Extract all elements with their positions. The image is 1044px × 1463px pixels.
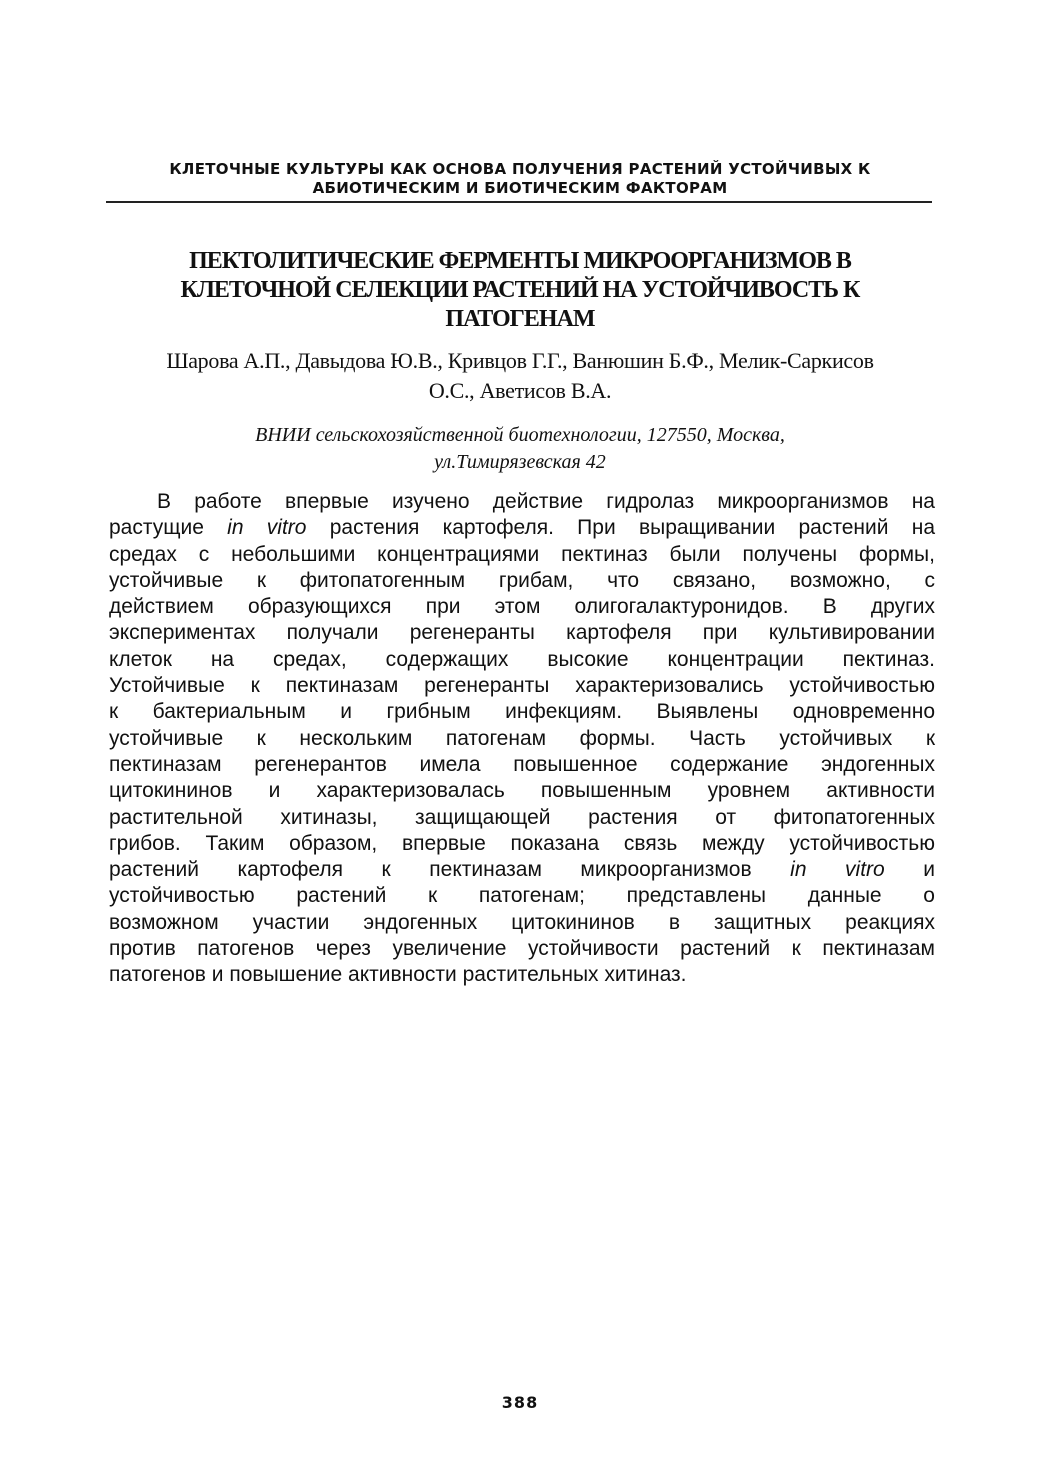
abstract-line: устойчивостью растений к патогенам; представлены данные о (109, 884, 935, 908)
header-rule (106, 201, 932, 203)
article-title (110, 247, 930, 334)
abstract (109, 489, 935, 989)
abstract-line: В работе впервые изучено действие гидролаз микроорганизмов на (157, 490, 935, 513)
abstract-line: устойчивые к нескольким патогенам формы. Часть устойчивых к (109, 726, 935, 750)
affiliation (100, 422, 940, 476)
abstract-line: патогенов и повышение активности растительных хитиназ. (109, 963, 687, 987)
abstract-line: растений картофеля к пектиназам микроорганизмов in vitro и (109, 858, 935, 882)
running-head-line-1: КЛЕТОЧНЫЕ КУЛЬТУРЫ КАК ОСНОВА ПОЛУЧЕНИЯ РАСТЕНИЙ УСТОЙЧИВЫХ К (169, 160, 871, 178)
abstract-line: устойчивые к фитопатогенным грибам, что связано, возможно, с (109, 568, 935, 592)
abstract-line: пектиназам регенерантов имела повышенное содержание эндогенных (109, 752, 935, 776)
title-line-2: КЛЕТОЧНОЙ СЕЛЕКЦИИ РАСТЕНИЙ НА УСТОЙЧИВОСТЬ К (180, 277, 860, 303)
abstract-line: против патогенов через увеличение устойчивости растений к пектиназам (109, 937, 935, 961)
title-line-3: ПАТОГЕНАМ (445, 306, 595, 332)
running-head (100, 160, 940, 198)
abstract-line: Устойчивые к пектиназам регенеранты характеризовались устойчивостью (109, 674, 935, 698)
abstract-line: растущие in vitro растения картофеля. При выращивании растений на (109, 516, 935, 540)
authors-line-2: О.С., Аветисов В.А. (428, 378, 612, 403)
abstract-line: средах с небольшими концентрациями пектиназ были получены формы, (109, 542, 935, 566)
abstract-line: цитокининов и характеризовалась повышенным уровнем активности (109, 779, 935, 803)
title-line-1: ПЕКТОЛИТИЧЕСКИЕ ФЕРМЕНТЫ МИКРООРГАНИЗМОВ В (189, 248, 851, 274)
authors-line-1: Шарова А.П., Давыдова Ю.В., Кривцов Г.Г., Ванюшин Б.Ф., Мелик-Саркисов (166, 348, 874, 373)
page-number: 388 (501, 1393, 539, 1412)
abstract-line: растительной хитиназы, защищающей растения от фитопатогенных (109, 805, 935, 829)
abstract-line: к бактериальным и грибным инфекциям. Выявлены одновременно (109, 700, 935, 724)
affiliation-line-1: ВНИИ сельскохозяйственной биотехнологии, 127550, Москва, (255, 424, 785, 446)
abstract-line: действием образующихся при этом олигогалактуронидов. В других (109, 595, 935, 619)
abstract-line: возможном участии эндогенных цитокининов в защитных реакциях (109, 910, 935, 934)
italic-term: in vitro (790, 858, 885, 882)
abstract-line: клеток на средах, содержащих высокие концентрации пектиназ. (109, 647, 935, 671)
authors (100, 346, 940, 406)
abstract-line: экспериментах получали регенеранты картофеля при культивировании (109, 621, 935, 645)
running-head-line-2: АБИОТИЧЕСКИМ И БИОТИЧЕСКИМ ФАКТОРАМ (312, 179, 728, 197)
abstract-line: грибов. Таким образом, впервые показана связь между устойчивостью (109, 831, 935, 855)
affiliation-line-2: ул.Тимирязевская 42 (434, 451, 606, 473)
italic-term: in vitro (227, 516, 307, 540)
